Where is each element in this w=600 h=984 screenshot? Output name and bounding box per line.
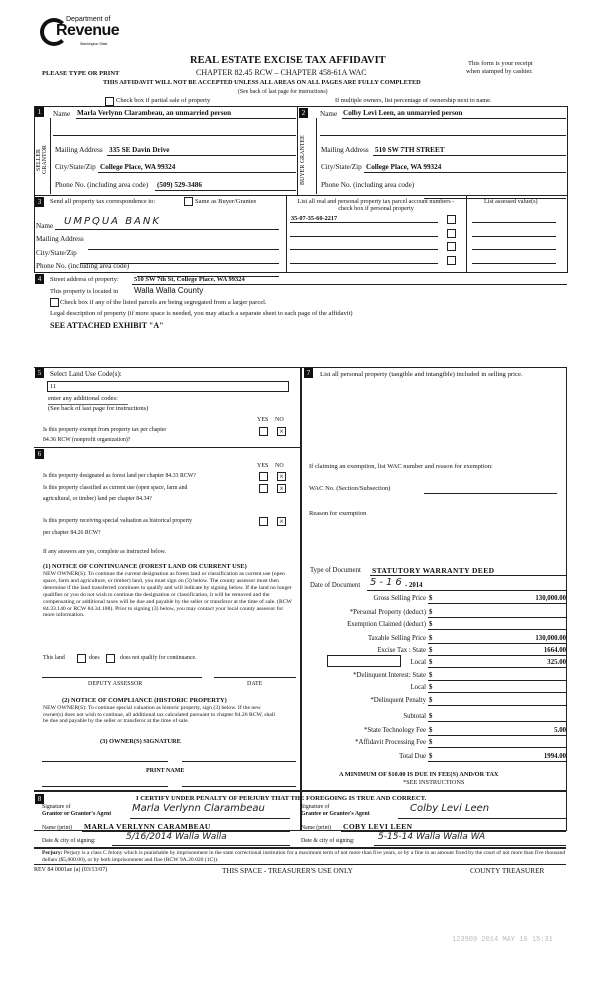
label: Phone No. (including area code) <box>36 262 130 270</box>
section-number: 1 <box>35 107 44 117</box>
section-number: 8 <box>35 794 44 804</box>
doc-type-field[interactable]: STATUTORY WARRANTY DEED <box>372 566 495 575</box>
no-header: NO <box>275 463 284 469</box>
label: Mailing Address <box>321 146 369 154</box>
additional-codes-label: enter any additional codes: <box>48 395 118 402</box>
label: Name <box>53 110 71 118</box>
current-use-question: agricultural, or timber) land per chapter 84.34? <box>43 496 152 502</box>
deputy-assessor-signature-line[interactable] <box>42 677 202 678</box>
seller-side-label: SELLER GRANTOR <box>36 145 48 175</box>
section-number: 2 <box>299 108 308 118</box>
receipt-note-1: This form is your receipt <box>468 60 533 67</box>
dollar-sign: $ <box>429 672 433 679</box>
assessed-value-field[interactable] <box>472 263 556 264</box>
logo-wordmark: Revenue <box>56 22 120 39</box>
historical-question: Is this property receiving special valuation as historical property <box>43 518 193 524</box>
print-name-line[interactable] <box>182 786 296 787</box>
seller-phone-field[interactable]: (509) 529-3486 <box>157 181 202 189</box>
dollar-sign: $ <box>429 739 433 746</box>
please-type: PLEASE TYPE OR PRINT <box>42 70 120 77</box>
fee-value[interactable]: 325.00 <box>547 659 566 666</box>
label: Date & city of signing: <box>301 838 355 844</box>
exemption-label: If claiming an exemption, list WAC number and reason for exemption: <box>309 463 493 470</box>
seller-name-field[interactable]: Marla Verlynn Clarambeau, an unmarried person <box>77 109 232 117</box>
section-number: 5 <box>35 368 44 378</box>
label: Name <box>36 222 54 230</box>
does-not-qualify-checkbox[interactable] <box>106 654 115 663</box>
assessed-value-field[interactable] <box>472 222 556 223</box>
current-use-no-checkbox[interactable]: × <box>277 484 286 493</box>
fee-label: *Affidavit Processing Fee <box>355 739 426 746</box>
grantor-print-name[interactable]: MARLA VERLYNN CARAMBEAU <box>84 822 211 831</box>
fee-label: Subtotal <box>403 713 426 720</box>
section-number: 7 <box>304 368 313 378</box>
forest-question: Is this property designated as forest land per chapter 84.33 RCW? <box>43 473 196 479</box>
personal-property-checkbox[interactable] <box>447 242 456 251</box>
dollar-sign: $ <box>429 684 433 691</box>
fee-value[interactable]: 130,000.00 <box>535 635 566 642</box>
assessed-value-field[interactable] <box>472 249 556 250</box>
label: Signature of <box>42 804 71 810</box>
section-number: 3 <box>35 197 44 207</box>
dollar-sign: $ <box>429 697 433 704</box>
logo-text: Department of <box>66 16 111 23</box>
land-use-code-value: 11 <box>50 383 57 390</box>
correspondence-name-field[interactable]: UMPQUA BANK <box>64 216 161 227</box>
label: does <box>89 655 100 661</box>
label: Phone No. (including area code) <box>321 181 415 189</box>
exempt-yes-checkbox[interactable] <box>259 427 268 436</box>
label: Grantee or Grantee's Agent <box>301 811 370 817</box>
parcel-number[interactable]: 35-07-35-60-2217 <box>291 215 338 222</box>
label: Date & city of signing: <box>42 838 96 844</box>
seller-city-field[interactable]: College Place, WA 99324 <box>100 163 176 171</box>
wac-label: WAC No. (Section/Subsection) <box>309 485 391 492</box>
land-use-code-input[interactable] <box>47 381 289 392</box>
label: Mailing Address <box>36 235 84 243</box>
form-chapter: CHAPTER 82.45 RCW – CHAPTER 458-61A WAC <box>196 68 367 77</box>
current-use-yes-checkbox[interactable] <box>259 484 268 493</box>
legal-description-label: Legal description of property (if more space is needed, you may attach a separate sheet to each page of the affidavit) <box>50 310 353 317</box>
dollar-sign: $ <box>429 753 433 760</box>
grantee-date-city[interactable]: 5-15-14 Walla Walla WA <box>378 832 486 842</box>
see-back-note: (See back of last page for instructions) <box>48 405 149 412</box>
qualifies-checkbox[interactable] <box>77 654 86 663</box>
owner-signature-title: (3) OWNER(S) SIGNATURE <box>100 738 181 745</box>
fee-label: Excise Tax : State <box>377 647 426 654</box>
local-rate-input[interactable] <box>327 655 401 667</box>
forest-yes-checkbox[interactable] <box>259 472 268 481</box>
land-use-label: Select Land Use Code(s): <box>50 370 122 378</box>
partial-sale-checkbox[interactable] <box>105 97 114 106</box>
grantee-print-name[interactable]: COBY LEVI LEEN <box>343 822 413 831</box>
label: Mailing Address <box>55 146 103 154</box>
perjury-label: Perjury: <box>42 850 63 856</box>
historical-no-checkbox[interactable]: × <box>277 517 286 526</box>
personal-property-label: List all personal property (tangible and intangible) included in selling price. <box>320 371 523 378</box>
fee-label: *Delinquent Interest: State <box>353 672 426 679</box>
label: City/State/Zip <box>36 249 77 257</box>
same-as-buyer-label: Same as Buyer/Grantee <box>195 198 257 205</box>
historical-yes-checkbox[interactable] <box>259 517 268 526</box>
fee-label: *Delinquent Penalty <box>370 697 426 704</box>
dollar-sign: $ <box>429 647 433 654</box>
dollar-sign: $ <box>429 713 433 720</box>
label: Signature of <box>301 804 330 810</box>
dollar-sign: $ <box>429 727 433 734</box>
logo-subtitle: Washington State <box>80 42 108 46</box>
assessed-value-field[interactable] <box>472 236 556 237</box>
county-treasurer-label: COUNTY TREASURER <box>470 866 545 875</box>
dor-logo <box>40 10 125 60</box>
doc-date-handwritten[interactable]: 5-16 <box>370 577 405 588</box>
if-yes-note: If any answers are yes, complete as instructed below. <box>43 549 166 555</box>
label: Name (print) <box>301 825 332 831</box>
assessor-date-line[interactable] <box>214 677 296 678</box>
grantee-signature[interactable]: Colby Levi Leen <box>410 803 490 814</box>
notice-continuance-title: (1) NOTICE OF CONTINUANCE (FOREST LAND OR CURRENT USE) <box>43 563 247 570</box>
fee-label: Total Due <box>399 753 426 760</box>
buyer-mailing-field[interactable]: 510 SW 7TH STREET <box>375 146 445 154</box>
dollar-sign: $ <box>429 595 433 602</box>
owner-signature-line[interactable] <box>42 761 168 762</box>
grantor-signature[interactable]: Marla Verlynn Clarambeau <box>132 803 265 814</box>
yes-header: YES <box>257 463 269 469</box>
fee-label: Taxable Selling Price <box>367 635 426 642</box>
fee-value[interactable]: 1994.00 <box>543 753 566 760</box>
minimum-due-note: A MINIMUM OF $10.00 IS DUE IN FEE(S) AND/OR TAX <box>339 771 499 778</box>
buyer-side-label: BUYER GRANTEE <box>300 135 306 185</box>
segregated-label: Check box if any of the listed parcels are being segregated from a larger parcel. <box>60 299 267 306</box>
partial-sale-label: Check box if partial sale of property <box>116 97 211 104</box>
correspondence-mailing-field[interactable] <box>88 243 279 250</box>
fee-label: Gross Selling Price <box>373 595 426 602</box>
label: Phone No. (including area code) <box>55 181 149 189</box>
same-as-buyer-checkbox[interactable] <box>184 197 193 206</box>
see-instructions-note: *SEE INSTRUCTIONS <box>403 779 465 786</box>
seller-mailing-field[interactable]: 335 SE Davin Drive <box>109 146 170 154</box>
form-warning: THIS AFFIDAVIT WILL NOT BE ACCEPTED UNLESS ALL AREAS ON ALL PAGES ARE FULLY COMPLETED <box>103 79 421 86</box>
doc-type-label: Type of Document <box>310 567 361 574</box>
exempt-question: 84.36 RCW (nonprofit organization)? <box>43 437 131 443</box>
wac-field[interactable] <box>424 493 557 494</box>
label: Grantor or Grantor's Agent <box>42 811 112 817</box>
perjury-notice <box>42 850 568 864</box>
receipt-note-2: when stamped by cashier. <box>466 68 533 75</box>
fee-label: *Personal Property (deduct) <box>349 609 426 616</box>
yes-header: YES <box>257 417 269 423</box>
owner-signature-line[interactable] <box>182 761 296 762</box>
personal-property-checkbox[interactable] <box>447 256 456 265</box>
fee-value[interactable]: 5.00 <box>554 727 566 734</box>
section-number: 4 <box>35 274 44 284</box>
fee-value[interactable]: 1664.00 <box>543 647 566 654</box>
property-street-field[interactable]: 510 SW 7th St, College Place, WA 99324 <box>134 276 245 283</box>
doc-date-year: - 2014 <box>405 582 423 589</box>
reason-label: Reason for exemption <box>309 510 367 517</box>
notice-continuance-text: NEW OWNER(S): To continue the current designation as forest land or classification as current use (open space, farm and agriculture, or timber) land, you must sign on (3) below. The county assessor must then determine if the land transferred continues to qualify and will indicate by signing below. If the land no longer qualifies or you do not wish to continue the designation or classification, it will be removed and the compensating or additional taxes will be due and payable by the seller or transferor at the time of sale. (RCW 84.33.140 or RCW 84.34.108). Prior to signing (3) below, you may contact your local county assessor for more information. <box>43 571 292 619</box>
print-name-label: PRINT NAME <box>146 768 185 774</box>
buyer-name-field[interactable]: Colby Levi Leen, an unmarried person <box>343 109 463 117</box>
doc-date-label: Date of Document <box>310 582 361 589</box>
label: This property is located in <box>50 288 119 295</box>
see-back-note: (See back of last page for instructions) <box>238 89 328 95</box>
section-number: 6 <box>35 449 44 459</box>
segregated-checkbox[interactable] <box>50 298 59 307</box>
label: Name <box>320 110 338 118</box>
fee-label: Local <box>410 659 426 666</box>
fee-label: Local <box>410 684 426 691</box>
dollar-sign: $ <box>429 659 433 666</box>
perjury-text: Perjury is a class C felony which is punishable by imprisonment in the state correctional institution for a maximum term of not more than five years, or by a fine in an amount fixed by the court of not more than five thousand dollars ($5,000.00), or by both imprisonment and fine (RCW 9A.20.020 (1C)). <box>42 850 566 863</box>
fee-value[interactable]: 130,000.00 <box>535 595 566 602</box>
historical-question: per chapter 84.26 RCW? <box>43 530 101 536</box>
buyer-city-field[interactable]: College Place, WA 99324 <box>366 163 442 171</box>
grantor-date-city[interactable]: 5/16/2014 Walla Walla <box>126 832 227 842</box>
label: does not qualify for continuance. <box>120 655 197 661</box>
exempt-no-checkbox[interactable]: × <box>277 427 286 436</box>
forest-no-checkbox[interactable]: × <box>277 472 286 481</box>
dollar-sign: $ <box>429 635 433 642</box>
fee-label: Exemption Claimed (deduct) <box>347 621 426 628</box>
dollar-sign: $ <box>429 621 433 628</box>
date-label: DATE <box>247 681 263 687</box>
form-title: REAL ESTATE EXCISE TAX AFFIDAVIT <box>190 55 386 66</box>
current-use-question: Is this property classified as current use (open space, farm and <box>43 485 188 491</box>
dollar-sign: $ <box>429 609 433 616</box>
label: City/State/Zip <box>55 163 96 171</box>
assessed-header: List assessed value(s) <box>484 198 538 205</box>
send-correspondence-label: Send all property tax correspondence to: <box>50 198 156 205</box>
notice-compliance-text: NEW OWNER(S): To continue special valuation as historic property, sign (3) below. If the new owner(s) does not wish to continue, all additional tax calculated pursuant to chapter 84.26 RCW, shall be due and payable by the seller or transferor at the time of sale. <box>43 705 275 725</box>
print-name-line[interactable] <box>42 786 168 787</box>
parcel-header: List all real and personal property tax parcel account numbers - check box if personal property <box>297 198 455 212</box>
form-revision: REV 84 0001ae (a) (03/13/07) <box>34 867 108 873</box>
property-county-field[interactable]: Walla Walla County <box>134 286 204 295</box>
label: Street address of property: <box>50 276 119 283</box>
deputy-assessor-label: DEPUTY ASSESSOR <box>88 681 143 687</box>
exempt-question: Is this property exempt from property tax per chapter <box>43 427 167 433</box>
label: City/State/Zip <box>321 163 362 171</box>
cashier-stamp: 123909 2014 MAY 16 15:31 <box>452 936 553 944</box>
label: This land <box>43 655 65 661</box>
notice-compliance-title: (2) NOTICE OF COMPLIANCE (HISTORIC PROPERTY) <box>62 697 227 704</box>
legal-description-field[interactable]: SEE ATTACHED EXHIBIT "A" <box>50 321 164 330</box>
treasurer-use-label: THIS SPACE - TREASURER'S USE ONLY <box>222 866 353 875</box>
multiple-owners-note: If multiple owners, list percentage of ownership next to name. <box>335 97 492 104</box>
personal-property-checkbox[interactable] <box>447 229 456 238</box>
personal-property-checkbox[interactable] <box>447 215 456 224</box>
fee-label: *State Technology Fee <box>363 727 426 734</box>
label: Name (print) <box>42 825 73 831</box>
certification-statement: I CERTIFY UNDER PENALTY OF PERJURY THAT THE FOREGOING IS TRUE AND CORRECT. <box>136 795 427 802</box>
no-header: NO <box>275 417 284 423</box>
